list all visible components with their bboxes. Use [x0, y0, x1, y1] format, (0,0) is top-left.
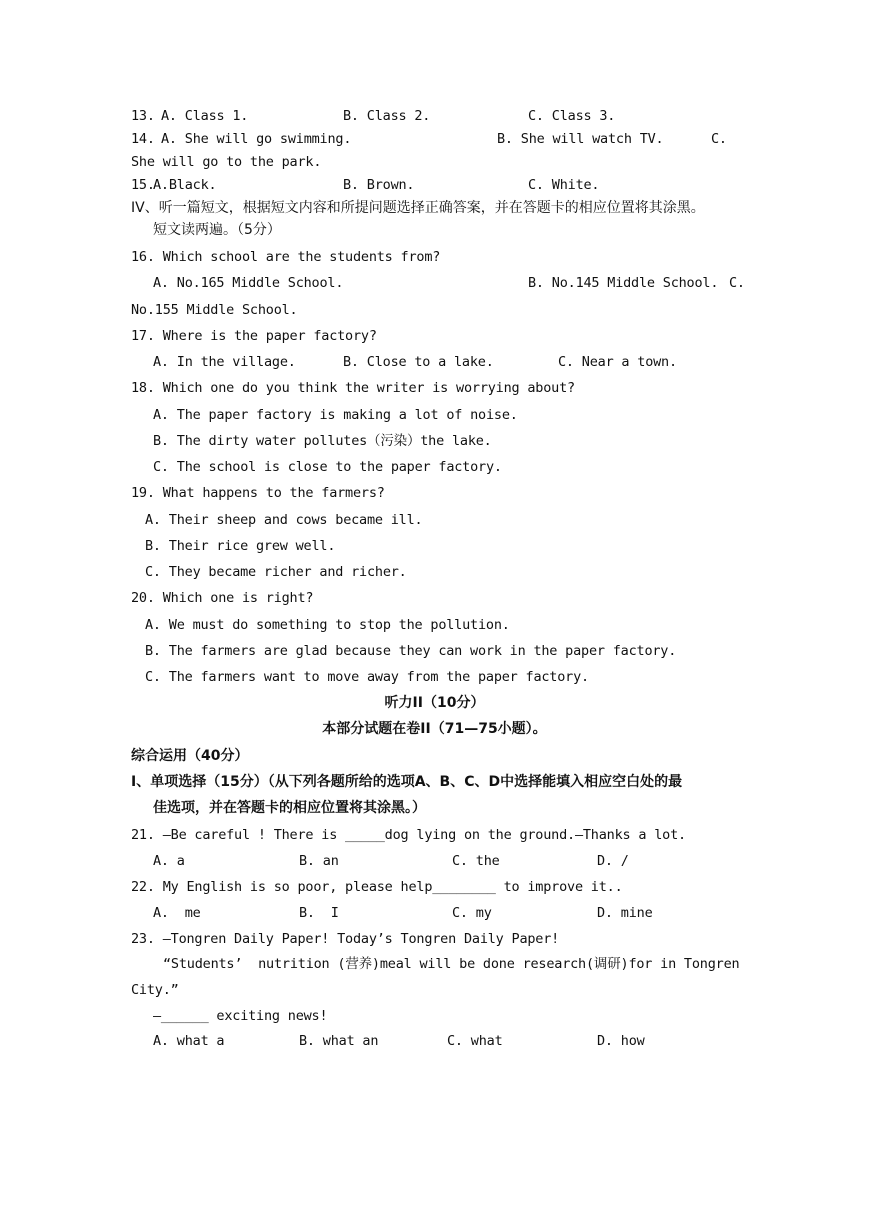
q19-option-c: C. They became richer and richer. — [145, 564, 407, 580]
q14-option-b: B. She will watch TV. — [497, 131, 664, 147]
q13-option-b: B. Class 2. — [343, 108, 431, 124]
q16-option-b: B. No.145 Middle School. — [528, 275, 719, 291]
section-i-title: I、单项选择（15分）（从下列各题所给的选项A、B、C、D中选择能填入相应空白处的最 — [131, 774, 683, 790]
q20-question: 20. Which one is right? — [131, 590, 314, 606]
q13-number: 13. — [131, 108, 155, 124]
q20-option-a: A. We must do something to stop the pollution. — [145, 617, 510, 633]
q21-option-d: D. / — [597, 853, 629, 869]
general-use-title: 综合运用（40分） — [131, 748, 249, 764]
q23-question: 23. —Tongren Daily Paper! Today’s Tongren Daily Paper! — [131, 931, 560, 947]
q19-question: 19. What happens to the farmers? — [131, 485, 385, 501]
q17-option-b: B. Close to a lake. — [343, 354, 494, 370]
q17-option-c: C. Near a town. — [558, 354, 677, 370]
q21-question: 21. —Be careful ! There is _____dog lying on the ground.—Thanks a lot. — [131, 827, 686, 843]
q16-option-a: A. No.165 Middle School. — [153, 275, 344, 291]
q18-option-a: A. The paper factory is making a lot of noise. — [153, 407, 518, 423]
q16-option-c-cont: No.155 Middle School. — [131, 302, 298, 318]
q16-option-c: C. — [729, 275, 745, 291]
q20-option-c: C. The farmers want to move away from the paper factory. — [145, 669, 589, 685]
q14-option-a: A. She will go swimming. — [161, 131, 352, 147]
q15-number: 15. — [131, 177, 155, 193]
q23-question-line2: “Students’ nutrition (营养)meal will be done research(调研)for in Tongren — [163, 956, 740, 972]
q13-option-c: C. Class 3. — [528, 108, 616, 124]
q23-question-line4: —______ exciting news! — [153, 1008, 328, 1024]
q22-option-d: D. mine — [597, 905, 653, 921]
q17-option-a: A. In the village. — [153, 354, 296, 370]
listening-ii-note: 本部分试题在卷II（71—75小题）。 — [322, 721, 547, 737]
q14-option-c: C. — [711, 131, 727, 147]
q21-option-a: A. a — [153, 853, 185, 869]
q17-question: 17. Where is the paper factory? — [131, 328, 377, 344]
q14-number: 14. — [131, 131, 155, 147]
q16-question: 16. Which school are the students from? — [131, 249, 441, 265]
q21-option-b: B. an — [299, 853, 339, 869]
q18-option-b: B. The dirty water pollutes（污染）the lake. — [153, 433, 492, 449]
listening-ii-title: 听力II（10分） — [384, 695, 485, 711]
q23-option-b: B. what an — [299, 1033, 379, 1049]
section-i-title-cont: 佳选项，并在答题卡的相应位置将其涂黑。） — [153, 800, 426, 816]
q22-option-a: A. me — [153, 905, 201, 921]
q22-option-c: C. my — [452, 905, 492, 921]
q18-option-c: C. The school is close to the paper factory. — [153, 459, 502, 475]
q15-option-c: C. White. — [528, 177, 600, 193]
q13-option-a: A. Class 1. — [161, 108, 249, 124]
q23-option-d: D. how — [597, 1033, 645, 1049]
q19-option-b: B. Their rice grew well. — [145, 538, 336, 554]
q23-question-line3: City.” — [131, 982, 179, 998]
q23-option-c: C. what — [447, 1033, 503, 1049]
q19-option-a: A. Their sheep and cows became ill. — [145, 512, 423, 528]
q21-option-c: C. the — [452, 853, 500, 869]
q22-option-b: B. I — [299, 905, 339, 921]
q15-option-a: A.Black. — [153, 177, 217, 193]
q22-question: 22. My English is so poor, please help________ to improve it.. — [131, 879, 623, 895]
q23-option-a: A. what a — [153, 1033, 225, 1049]
q18-question: 18. Which one do you think the writer is worrying about? — [131, 380, 575, 396]
q14-option-c-cont: She will go to the park. — [131, 154, 322, 170]
q20-option-b: B. The farmers are glad because they can work in the paper factory. — [145, 643, 677, 659]
section-iv-title-cont: 短文读两遍。（5分） — [153, 222, 281, 238]
q15-option-b: B. Brown. — [343, 177, 415, 193]
section-iv-title: IV、听一篇短文，根据短文内容和所提问题选择正确答案，并在答题卡的相应位置将其涂黑。 — [131, 200, 705, 216]
